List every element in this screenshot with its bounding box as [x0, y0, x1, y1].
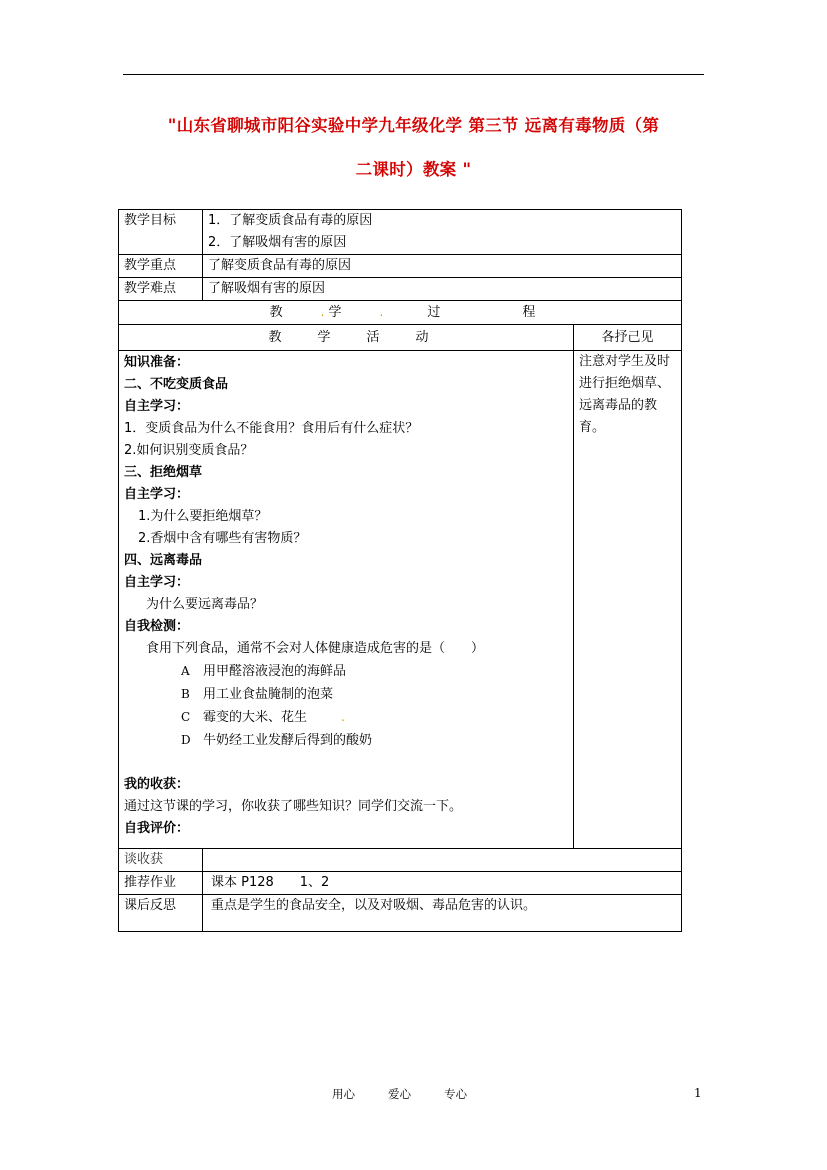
option-text: 用甲醛溶液浸泡的海鲜品 [203, 664, 347, 679]
section-heading: 四、远离毒品 [124, 553, 203, 568]
section-heading: 三、拒绝烟草 [124, 465, 203, 480]
option-letter: A [181, 664, 190, 678]
reflect-value: 重点是学生的食品安全，以及对吸烟、毒品危害的认识。 [203, 895, 682, 932]
page-number: 1 [694, 1086, 702, 1100]
question-item: 为什么要远离毒品？ [146, 597, 264, 612]
gain-text: 通过这节课的学习，你收获了哪些知识？同学们交流一下。 [124, 799, 463, 814]
question-item: 2.如何识别变质食品？ [124, 443, 254, 458]
lesson-plan-table [118, 209, 682, 932]
row-talk-gain [119, 849, 682, 872]
goal-item: 1．了解变质食品有毒的原因 [208, 213, 373, 228]
dot-mark: . [341, 710, 345, 724]
footer-item: 专心 [444, 1087, 467, 1101]
process-header-char: 过 [427, 305, 441, 320]
row-homework [119, 872, 682, 895]
option-text: 霉变的大米、花生 [203, 710, 308, 725]
question-item: 1．变质食品为什么不能食用？食用后有什么症状？ [124, 421, 419, 436]
key-label: 教学重点 [119, 255, 203, 278]
prep-heading: 知识准备： [124, 355, 190, 370]
row-activity-body [119, 351, 682, 849]
row-difficulty [119, 278, 682, 301]
self-study-heading: 自主学习： [124, 399, 190, 414]
goal-item: 2．了解吸烟有害的原因 [208, 235, 347, 250]
process-header-char: 教 [269, 305, 283, 320]
document-title-line1: "山东省聊城市阳谷实验中学九年级化学 第三节 远离有毒物质（第 [167, 116, 660, 135]
difficulty-label: 教学难点 [119, 278, 203, 301]
footer-item: 用心 [332, 1087, 355, 1101]
activity-header-char: 活 [366, 330, 380, 345]
activity-header-char: 动 [415, 330, 429, 345]
reflect-label: 课后反思 [119, 895, 203, 932]
gain-heading: 我的收获： [124, 777, 190, 792]
option-text: 牛奶经工业发酵后得到的酸奶 [203, 733, 373, 748]
key-value: 了解变质食品有毒的原因 [203, 255, 682, 278]
difficulty-value: 了解吸烟有害的原因 [203, 278, 682, 301]
activity-header [119, 325, 574, 351]
teacher-note: 注意对学生及时进行拒绝烟草、远离毒品的教育。 [574, 351, 682, 849]
dot-mark: . [320, 305, 325, 319]
option-text: 用工业食盐腌制的泡菜 [203, 687, 334, 702]
option-letter: B [181, 687, 190, 701]
mcq-option [124, 660, 573, 683]
footer-item: 爱心 [388, 1087, 411, 1101]
homework-label: 推荐作业 [119, 872, 203, 895]
dot-mark: . [379, 305, 384, 319]
self-check-heading: 自我检测： [124, 619, 190, 634]
mcq-option [124, 683, 573, 706]
goal-values [203, 210, 682, 255]
row-key-point [119, 255, 682, 278]
mcq-option [124, 706, 573, 729]
row-reflection [119, 895, 682, 932]
mcq-stem: 食用下列食品，通常不会对人体健康造成危害的是（ ） [146, 641, 485, 656]
notes-header: 各抒己见 [574, 325, 682, 351]
process-header [119, 301, 682, 325]
spacer [124, 752, 573, 774]
activity-header-char: 学 [317, 330, 331, 345]
option-letter: C [181, 710, 191, 724]
activity-body [119, 351, 574, 849]
row-activity-header [119, 325, 682, 351]
row-process-header [119, 301, 682, 325]
process-header-char: 程 [522, 305, 536, 320]
self-eval-heading: 自我评价： [124, 821, 190, 836]
section-heading: 二、不吃变质食品 [124, 377, 229, 392]
process-header-char: 学 [328, 305, 342, 320]
row-goals [119, 210, 682, 255]
goal-label: 教学目标 [119, 210, 203, 255]
talk-label: 谈收获 [119, 849, 203, 872]
self-study-heading: 自主学习： [124, 575, 190, 590]
self-study-heading: 自主学习： [124, 487, 190, 502]
homework-value: 课本 P128 1、2 [203, 872, 682, 895]
question-item: 1.为什么要拒绝烟草？ [138, 509, 268, 524]
question-item: 2.香烟中含有哪些有害物质？ [138, 531, 307, 546]
talk-value [203, 849, 682, 872]
mcq-option [124, 729, 573, 752]
document-title-line2: 二课时）教案 " [355, 160, 472, 179]
activity-header-char: 教 [268, 330, 282, 345]
header-rule [123, 74, 704, 75]
option-letter: D [181, 733, 191, 747]
